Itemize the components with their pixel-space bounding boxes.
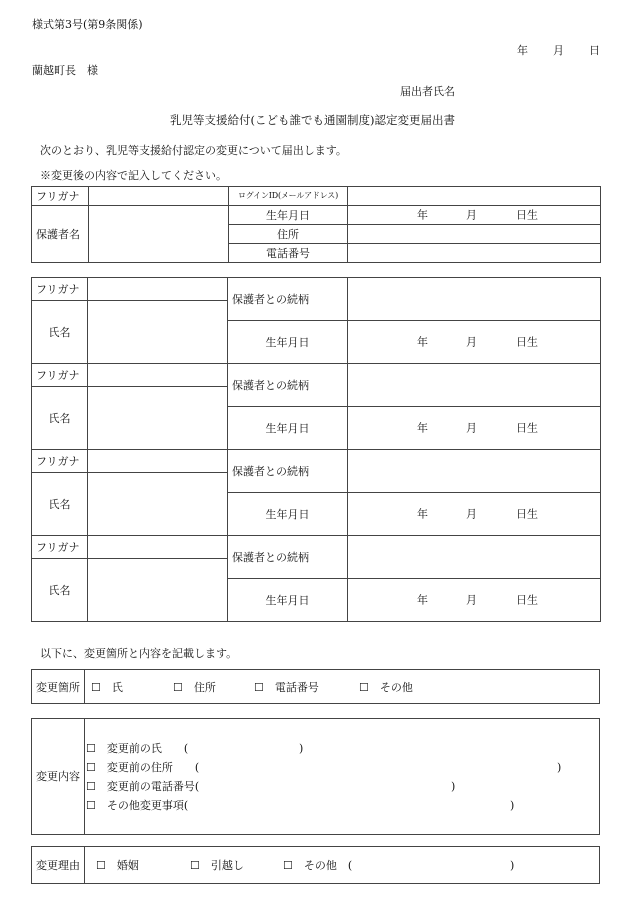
- child-birthdate-field[interactable]: [348, 493, 601, 536]
- month-label: 月: [466, 208, 477, 222]
- child-furigana-field[interactable]: [88, 536, 228, 559]
- child-relation-field[interactable]: [348, 536, 601, 579]
- child-name-label: 氏名: [32, 387, 88, 450]
- guardian-phone-label: 電話番号: [229, 244, 348, 263]
- guardian-address-label: 住所: [229, 225, 348, 244]
- child-relation-label: 保護者との続柄: [228, 278, 348, 321]
- child-relation-label: 保護者との続柄: [228, 536, 348, 579]
- guardian-address-field[interactable]: [348, 225, 601, 244]
- guardian-furigana-field[interactable]: [89, 187, 229, 206]
- child-name-label: 氏名: [32, 473, 88, 536]
- child-relation-field[interactable]: [348, 450, 601, 493]
- child-name-field[interactable]: [88, 301, 228, 364]
- year-label: 年: [417, 507, 428, 521]
- login-id-field[interactable]: [348, 187, 601, 206]
- change-content-label: 変更内容: [36, 770, 80, 783]
- guardian-name-field[interactable]: [89, 206, 229, 263]
- child-birthdate-label: 生年月日: [228, 407, 348, 450]
- reason-option-marriage[interactable]: ☐ 婚姻: [96, 859, 139, 872]
- child-furigana-label: フリガナ: [32, 364, 88, 387]
- change-reason-box: [31, 846, 600, 884]
- divider: [84, 847, 85, 883]
- day-born-label: 日生: [516, 421, 538, 435]
- year-label: 年: [417, 335, 428, 349]
- intro-text: 次のとおり、乳児等支援給付認定の変更について届出します。: [40, 144, 347, 157]
- child-name-field[interactable]: [88, 387, 228, 450]
- year-label: 年: [417, 421, 428, 435]
- guardian-birthdate-field[interactable]: [348, 206, 601, 225]
- close-paren: ): [510, 799, 515, 812]
- change-location-option-phone[interactable]: ☐ 電話番号: [254, 681, 319, 694]
- date-month: 月: [553, 44, 564, 57]
- change-location-option-name[interactable]: ☐ 氏: [91, 681, 123, 694]
- child-name-label: 氏名: [32, 559, 88, 622]
- child-furigana-label: フリガナ: [32, 450, 88, 473]
- close-paren: ): [510, 859, 515, 872]
- reason-option-other[interactable]: ☐ その他 (: [283, 859, 353, 872]
- other-change-option[interactable]: ☐ その他変更事項(: [86, 799, 189, 812]
- guardian-furigana-label: フリガナ: [32, 187, 89, 206]
- month-label: 月: [466, 421, 477, 435]
- child-birthdate-label: 生年月日: [228, 579, 348, 622]
- note-text: ※変更後の内容で記入してください。: [40, 169, 227, 182]
- login-id-label: ログインID(メールアドレス): [229, 187, 348, 206]
- child-furigana-field[interactable]: [88, 278, 228, 301]
- change-location-label: 変更箇所: [36, 681, 80, 694]
- child-relation-field[interactable]: [348, 364, 601, 407]
- change-location-box: [31, 669, 600, 704]
- child-furigana-label: フリガナ: [32, 536, 88, 559]
- child-name-field[interactable]: [88, 473, 228, 536]
- divider: [84, 719, 85, 834]
- child-relation-field[interactable]: [348, 278, 601, 321]
- child-furigana-label: フリガナ: [32, 278, 88, 301]
- child-birthdate-label: 生年月日: [228, 321, 348, 364]
- guardian-phone-field[interactable]: [348, 244, 601, 263]
- child-name-field[interactable]: [88, 559, 228, 622]
- reason-option-moving[interactable]: ☐ 引越し: [190, 859, 244, 872]
- child-birthdate-field[interactable]: [348, 321, 601, 364]
- applicant-name-label: 届出者氏名: [400, 85, 455, 98]
- children-table: [31, 277, 601, 622]
- close-paren: ): [299, 742, 304, 755]
- guardian-name-label: 保護者名: [32, 206, 89, 263]
- child-birthdate-field[interactable]: [348, 579, 601, 622]
- guardian-birthdate-label: 生年月日: [229, 206, 348, 225]
- date-year: 年: [517, 44, 528, 57]
- child-furigana-field[interactable]: [88, 364, 228, 387]
- change-reason-label: 変更理由: [36, 859, 80, 872]
- prev-address-option[interactable]: ☐ 変更前の住所 (: [86, 761, 200, 774]
- close-paren: ): [557, 761, 562, 774]
- close-paren: ): [451, 780, 456, 793]
- form-title: 乳児等支援給付(こども誰でも通園制度)認定変更届出書: [170, 113, 455, 127]
- year-label: 年: [417, 593, 428, 607]
- change-location-option-other[interactable]: ☐ その他: [359, 681, 413, 694]
- prev-phone-option[interactable]: ☐ 変更前の電話番号(: [86, 780, 200, 793]
- child-relation-label: 保護者との続柄: [228, 364, 348, 407]
- change-intro-text: 以下に、変更箇所と内容を記載します。: [40, 647, 238, 660]
- child-relation-label: 保護者との続柄: [228, 450, 348, 493]
- addressee: 蘭越町長 様: [32, 64, 98, 77]
- day-born-label: 日生: [516, 593, 538, 607]
- year-label: 年: [417, 208, 428, 222]
- form-number: 様式第3号(第9条関係): [32, 18, 143, 31]
- month-label: 月: [466, 593, 477, 607]
- day-born-label: 日生: [516, 335, 538, 349]
- day-born-label: 日生: [516, 507, 538, 521]
- child-furigana-field[interactable]: [88, 450, 228, 473]
- change-location-option-address[interactable]: ☐ 住所: [173, 681, 216, 694]
- guardian-table: [31, 186, 601, 263]
- month-label: 月: [466, 507, 477, 521]
- month-label: 月: [466, 335, 477, 349]
- child-birthdate-field[interactable]: [348, 407, 601, 450]
- divider: [84, 670, 85, 703]
- prev-name-option[interactable]: ☐ 変更前の氏 (: [86, 742, 189, 755]
- child-name-label: 氏名: [32, 301, 88, 364]
- change-content-box: [31, 718, 600, 835]
- date-day: 日: [589, 44, 600, 57]
- child-birthdate-label: 生年月日: [228, 493, 348, 536]
- day-born-label: 日生: [516, 208, 538, 222]
